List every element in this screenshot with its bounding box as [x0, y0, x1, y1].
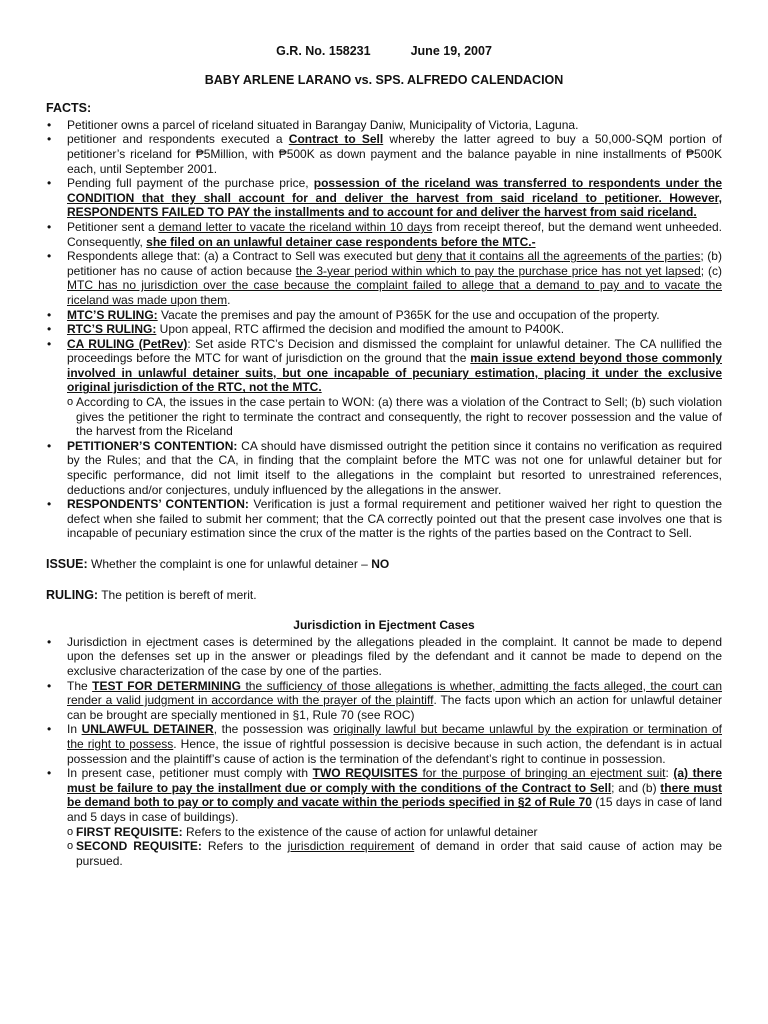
fact-item: • Respondents allege that: (a) a Contract to Sell was executed but deny that it contains all the agreements of the parties; (b) petitioner has no cause of action because the 3-year period within which to pay the purchase price has not yet lapsed; (c) MTC has no jurisdiction over the case because the complaint failed to allege that a demand to pay and to vacate the riceland was made upon them. — [46, 249, 722, 307]
jurisdiction-item: • The TEST FOR DETERMINING the sufficiency of those allegations is whether, admitting the facts alleged, the court can render a valid judgment in accordance with the prayer of the plaintiff. The facts upon which an action for unlawful detainer can be brought are specially mentioned in §1, Rule 70 (see ROC) — [46, 679, 722, 723]
facts-heading: FACTS: — [46, 101, 92, 116]
fact-item: • Petitioner owns a parcel of riceland situated in Barangay Daniw, Municipality of Victoria, Laguna. — [46, 118, 722, 133]
rtc-ruling-item: • RTC’S RULING: Upon appeal, RTC affirmed the decision and modified the amount to P400K. — [46, 322, 722, 337]
case-number-line — [46, 44, 722, 59]
decision-date: June 19, 2007 — [410, 44, 492, 58]
contract-to-sell-term: Contract to Sell — [288, 132, 384, 147]
fact-item: • petitioner and respondents executed a Contract to Sell whereby the latter agreed to buy a 50,000-SQM portion of petitioner’s riceland for ₱5Million, with ₱500K as down payment and the balance payable in nine installments of ₱500K each, until September 2001. — [46, 132, 722, 176]
petitioner-contention-item: • PETITIONER’S CONTENTION: CA should have dismissed outright the petition since it contains no verification as required by the Rules; and that the CA, in finding that the complaint before the MTC was not one for unlawful detainer but for specific performance, did not limit itself to the allegations in the complaint but resorted to unrestrained references, deductions and/or conjectures, unduly influenced by the allegations in the answer. — [46, 439, 722, 497]
second-requisite-item: o SECOND REQUISITE: Refers to the jurisdiction requirement of demand in order that said cause of action may be pursued. — [67, 839, 722, 868]
respondents-contention-item: • RESPONDENTS’ CONTENTION: Verification is just a formal requirement and petitioner waived her right to question the defect when she failed to submit her comment; that the CA correctly pointed out that the present case involves one that is incapable of pecuniary estimation since the crux of the matter is the rights of the parties based on the Contract to Sell. — [46, 497, 722, 541]
fact-item: • Petitioner sent a demand letter to vacate the riceland within 10 days from receipt thereof, but the demand went unheeded. Consequently, she filed on an unlawful detainer case respondents before the MTC.- — [46, 220, 722, 249]
requisites-list — [46, 825, 722, 869]
fact-item: • Pending full payment of the purchase price, possession of the riceland was transferred to respondents under the CONDITION that they shall account for and deliver the harvest from said riceland to petitioner. However, RESPONDENTS FAILED TO PAY the installments and to account for and deliver the harvest from said riceland. — [46, 176, 722, 220]
jurisdiction-item: • In present case, petitioner must comply with TWO REQUISITES for the purpose of bringing an ejectment suit: (a) there must be failure to pay the installment due or comply with the conditions of the Contract to Sell; and (b) there must be demand both to pay or to comply and vacate within the periods specified in §2 of Rule 70 (15 days in case of land and 5 days in case of buildings). — [46, 766, 722, 824]
ca-ruling-item: • CA RULING (PetRev): Set aside RTC’s Decision and dismissed the complaint for unlawful detainer. The CA nullified the proceedings before the MTC for want of jurisdiction on the ground that the main issue extend beyond those commonly involved in unlawful detainer suits, but one incapable of pecuniary estimation, placing it under the exclusive original jurisdiction of the RTC, not the MTC. o According to CA, the issues in the case pertain to WON: (a) there was a violation of the Contract to Sell; (b) such violation gives the petitioner the right to terminate the contract and consequently, the right to recover possession and the value of the harvest from the Riceland — [46, 337, 722, 439]
first-requisite-item: o FIRST REQUISITE: Refers to the existence of the cause of action for unlawful detainer — [67, 825, 722, 840]
case-title: BABY ARLENE LARANO vs. SPS. ALFREDO CALENDACION — [204, 72, 564, 87]
mtc-ruling-item: • MTC’S RULING: Vacate the premises and pay the amount of P365K for the use and occupation of the property. — [46, 308, 722, 323]
jurisdiction-heading: Jurisdiction in Ejectment Cases — [293, 618, 475, 633]
issue-line: ISSUE: Whether the complaint is one for unlawful detainer – NO — [46, 557, 390, 571]
jurisdiction-item: • Jurisdiction in ejectment cases is determined by the allegations pleaded in the complaint. It cannot be made to depend upon the defenses set up in the answer or pleadings filed by the defendant and it cannot be made to depend on the exclusive characterization of the case by one of the parties. — [46, 635, 722, 679]
facts-list — [46, 118, 722, 541]
jurisdiction-item: • In UNLAWFUL DETAINER, the possession was originally lawful but became unlawful by the expiration or termination of the right to possess. Hence, the issue of rightful possession is decisive because in such action, the defendant is in actual possession and the plaintiff’s cause of action is the termination of the defendant’s right to continue in possession. — [46, 722, 722, 766]
ca-sub-list — [67, 395, 722, 439]
gr-number: G.R. No. 158231 — [276, 44, 371, 58]
ca-sub-item: o According to CA, the issues in the case pertain to WON: (a) there was a violation of the Contract to Sell; (b) such violation gives the petitioner the right to terminate the contract and consequently, the right to recover possession and the value of the harvest from the Riceland — [67, 395, 722, 439]
ruling-line: RULING: The petition is bereft of merit. — [46, 587, 257, 602]
jurisdiction-list — [46, 635, 722, 825]
